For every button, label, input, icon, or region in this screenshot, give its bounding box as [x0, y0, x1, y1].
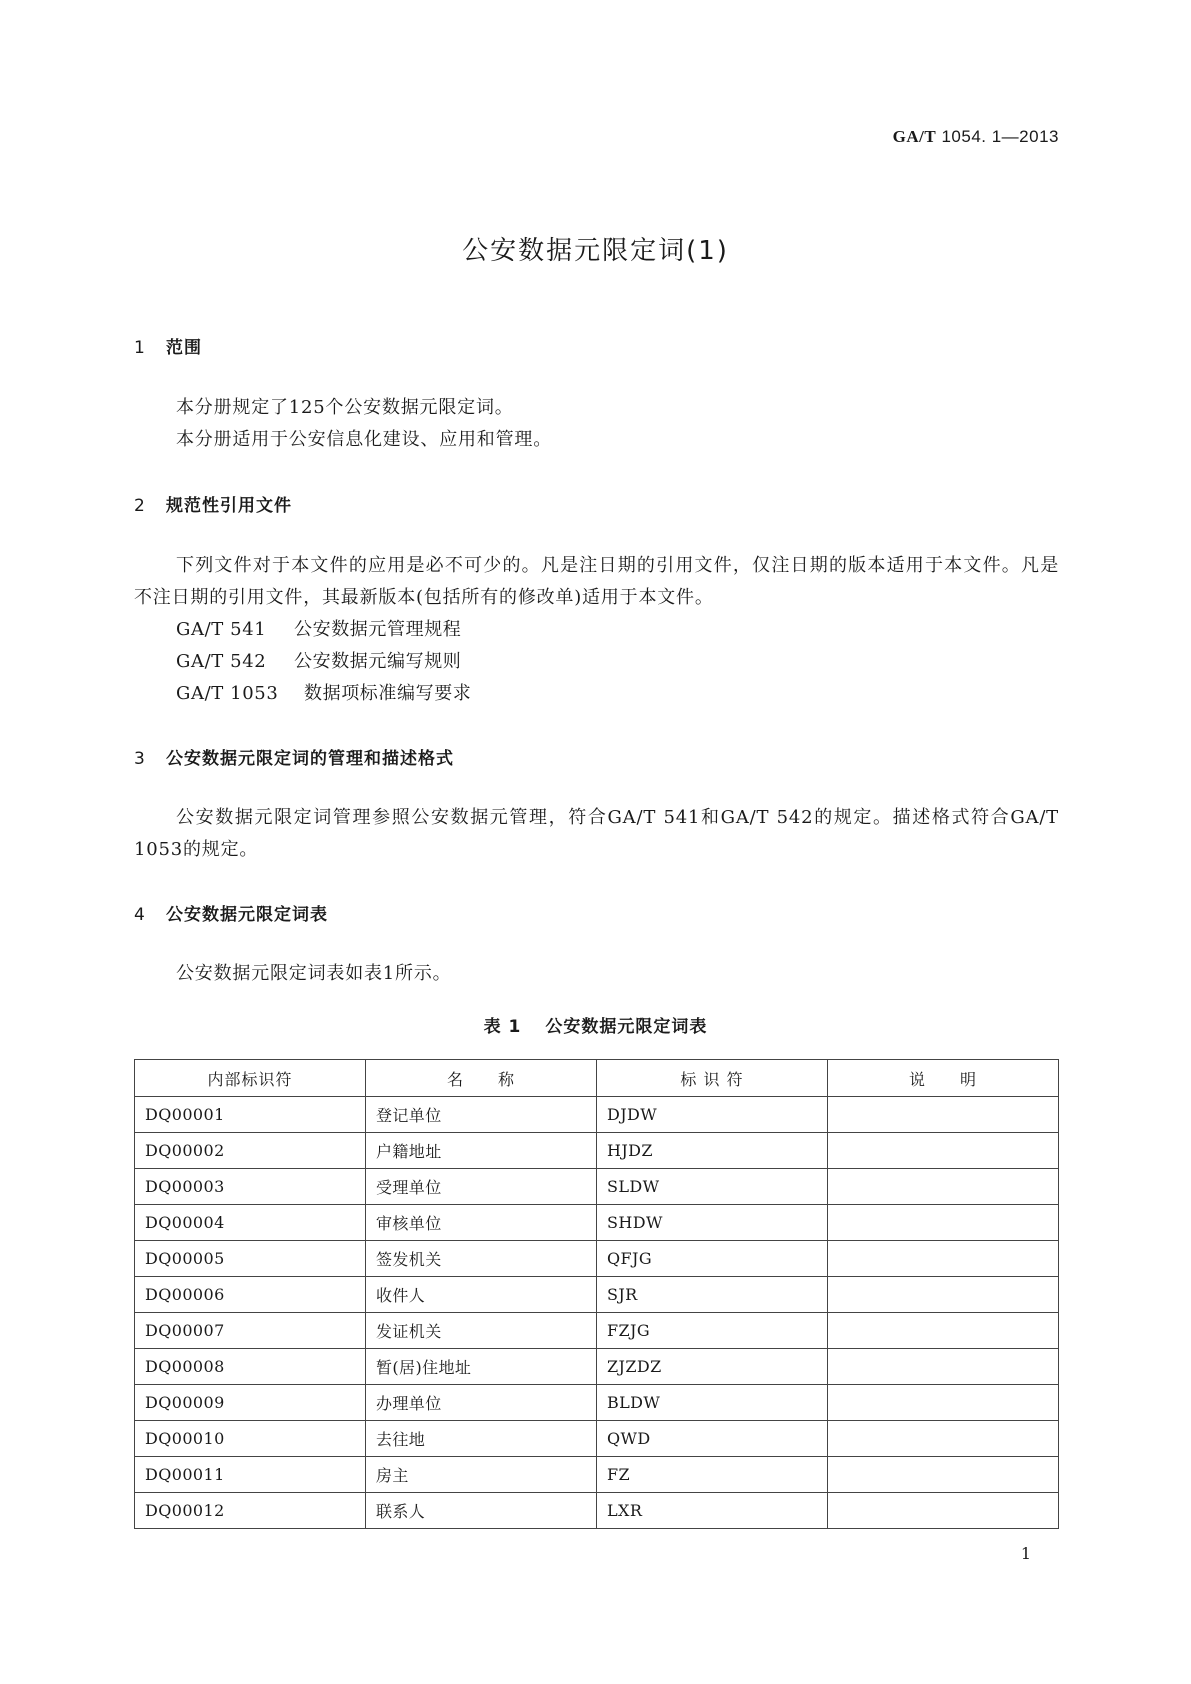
- cell-description: [828, 1241, 1059, 1277]
- table-caption-number: 表 1: [483, 1017, 522, 1037]
- table-row: [135, 1205, 1059, 1241]
- cell-description: [828, 1385, 1059, 1421]
- cell-name: 发证机关: [366, 1313, 597, 1349]
- cell-identifier: LXR: [597, 1493, 828, 1529]
- column-header-description: 说 明: [828, 1060, 1059, 1097]
- section-1-heading: [134, 333, 202, 358]
- paragraph: 本分册规定了125个公安数据元限定词。: [176, 397, 514, 418]
- standard-code: [893, 127, 1059, 147]
- paragraph: 本分册适用于公安信息化建设、应用和管理。: [176, 429, 552, 450]
- cell-identifier: FZ: [597, 1457, 828, 1493]
- cell-name: 户籍地址: [366, 1133, 597, 1169]
- section-2-heading: [134, 491, 292, 516]
- section-number: 2: [134, 496, 146, 516]
- table-header-row: [135, 1060, 1059, 1097]
- cell-identifier: DJDW: [597, 1097, 828, 1133]
- paragraph: 公安数据元限定词表如表1所示。: [176, 963, 452, 984]
- column-header-name: 名 称: [366, 1060, 597, 1097]
- cell-description: [828, 1457, 1059, 1493]
- cell-internal-id: DQ00002: [135, 1133, 366, 1169]
- cell-internal-id: DQ00009: [135, 1385, 366, 1421]
- cell-description: [828, 1493, 1059, 1529]
- table-row: [135, 1349, 1059, 1385]
- cell-description: [828, 1133, 1059, 1169]
- cell-name: 去往地: [366, 1421, 597, 1457]
- cell-identifier: FZJG: [597, 1313, 828, 1349]
- section-number: 4: [134, 905, 146, 925]
- normative-reference: [176, 646, 461, 678]
- cell-identifier: QFJG: [597, 1241, 828, 1277]
- section-4-body: [134, 958, 1059, 990]
- cell-description: [828, 1313, 1059, 1349]
- cell-name: 审核单位: [366, 1205, 597, 1241]
- section-1-body: [134, 392, 1059, 456]
- cell-name: 联系人: [366, 1493, 597, 1529]
- cell-internal-id: DQ00007: [135, 1313, 366, 1349]
- table-caption-title: 公安数据元限定词表: [545, 1017, 708, 1037]
- table-caption: [0, 1012, 1191, 1037]
- cell-description: [828, 1277, 1059, 1313]
- table-row: [135, 1241, 1059, 1277]
- reference-code: GA/T 542: [176, 651, 267, 672]
- cell-name: 签发机关: [366, 1241, 597, 1277]
- table-row: [135, 1457, 1059, 1493]
- cell-description: [828, 1097, 1059, 1133]
- cell-internal-id: DQ00008: [135, 1349, 366, 1385]
- section-4-heading: [134, 900, 328, 925]
- standard-code-number: 1054. 1—2013: [936, 127, 1059, 146]
- table-row: [135, 1277, 1059, 1313]
- section-title: 范围: [166, 338, 202, 358]
- table-row: [135, 1385, 1059, 1421]
- section-title: 公安数据元限定词表: [166, 905, 328, 925]
- paragraph: 下列文件对于本文件的应用是必不可少的。凡是注日期的引用文件，仅注日期的版本适用于本文件。凡是不注日期的引用文件，其最新版本(包括所有的修改单)适用于本文件。: [134, 555, 1059, 608]
- normative-reference: [176, 614, 461, 646]
- cell-name: 登记单位: [366, 1097, 597, 1133]
- section-number: 1: [134, 338, 146, 358]
- cell-identifier: SLDW: [597, 1169, 828, 1205]
- table-row: [135, 1313, 1059, 1349]
- section-title: 公安数据元限定词的管理和描述格式: [166, 749, 454, 769]
- cell-internal-id: DQ00011: [135, 1457, 366, 1493]
- reference-code: GA/T 1053: [176, 683, 279, 704]
- cell-name: 收件人: [366, 1277, 597, 1313]
- reference-title: 公安数据元管理规程: [294, 619, 462, 640]
- section-3-body: [134, 802, 1059, 866]
- cell-internal-id: DQ00005: [135, 1241, 366, 1277]
- standard-code-prefix: GA/T: [892, 127, 937, 146]
- cell-internal-id: DQ00012: [135, 1493, 366, 1529]
- cell-internal-id: DQ00010: [135, 1421, 366, 1457]
- cell-identifier: HJDZ: [597, 1133, 828, 1169]
- cell-description: [828, 1205, 1059, 1241]
- section-2-body: [134, 550, 1059, 614]
- table-row: [135, 1421, 1059, 1457]
- cell-internal-id: DQ00006: [135, 1277, 366, 1313]
- cell-name: 受理单位: [366, 1169, 597, 1205]
- document-title: 公安数据元限定词(1): [462, 236, 729, 266]
- cell-identifier: SJR: [597, 1277, 828, 1313]
- cell-identifier: SHDW: [597, 1205, 828, 1241]
- column-header-identifier: 标 识 符: [597, 1060, 828, 1097]
- cell-internal-id: DQ00003: [135, 1169, 366, 1205]
- table-row: [135, 1493, 1059, 1529]
- cell-identifier: QWD: [597, 1421, 828, 1457]
- cell-identifier: ZJZDZ: [597, 1349, 828, 1385]
- cell-name: 暂(居)住地址: [366, 1349, 597, 1385]
- cell-internal-id: DQ00001: [135, 1097, 366, 1133]
- reference-title: 数据项标准编写要求: [304, 683, 472, 704]
- qualifier-table: [134, 1059, 1059, 1529]
- section-3-heading: [134, 744, 454, 769]
- table-row: [135, 1097, 1059, 1133]
- reference-title: 公安数据元编写规则: [294, 651, 462, 672]
- cell-description: [828, 1169, 1059, 1205]
- cell-internal-id: DQ00004: [135, 1205, 366, 1241]
- cell-name: 房主: [366, 1457, 597, 1493]
- section-title: 规范性引用文件: [166, 496, 292, 516]
- section-number: 3: [134, 749, 146, 769]
- paragraph: 公安数据元限定词管理参照公安数据元管理，符合GA/T 541和GA/T 542的规定。描述格式符合GA/T 1053的规定。: [134, 807, 1059, 860]
- page-number: 1: [1020, 1544, 1031, 1563]
- table-row: [135, 1169, 1059, 1205]
- cell-name: 办理单位: [366, 1385, 597, 1421]
- cell-description: [828, 1349, 1059, 1385]
- column-header-internal-id: 内部标识符: [135, 1060, 366, 1097]
- table-row: [135, 1133, 1059, 1169]
- normative-reference: [176, 678, 471, 710]
- cell-identifier: BLDW: [597, 1385, 828, 1421]
- table-body: [135, 1097, 1059, 1529]
- reference-code: GA/T 541: [176, 619, 267, 640]
- cell-description: [828, 1421, 1059, 1457]
